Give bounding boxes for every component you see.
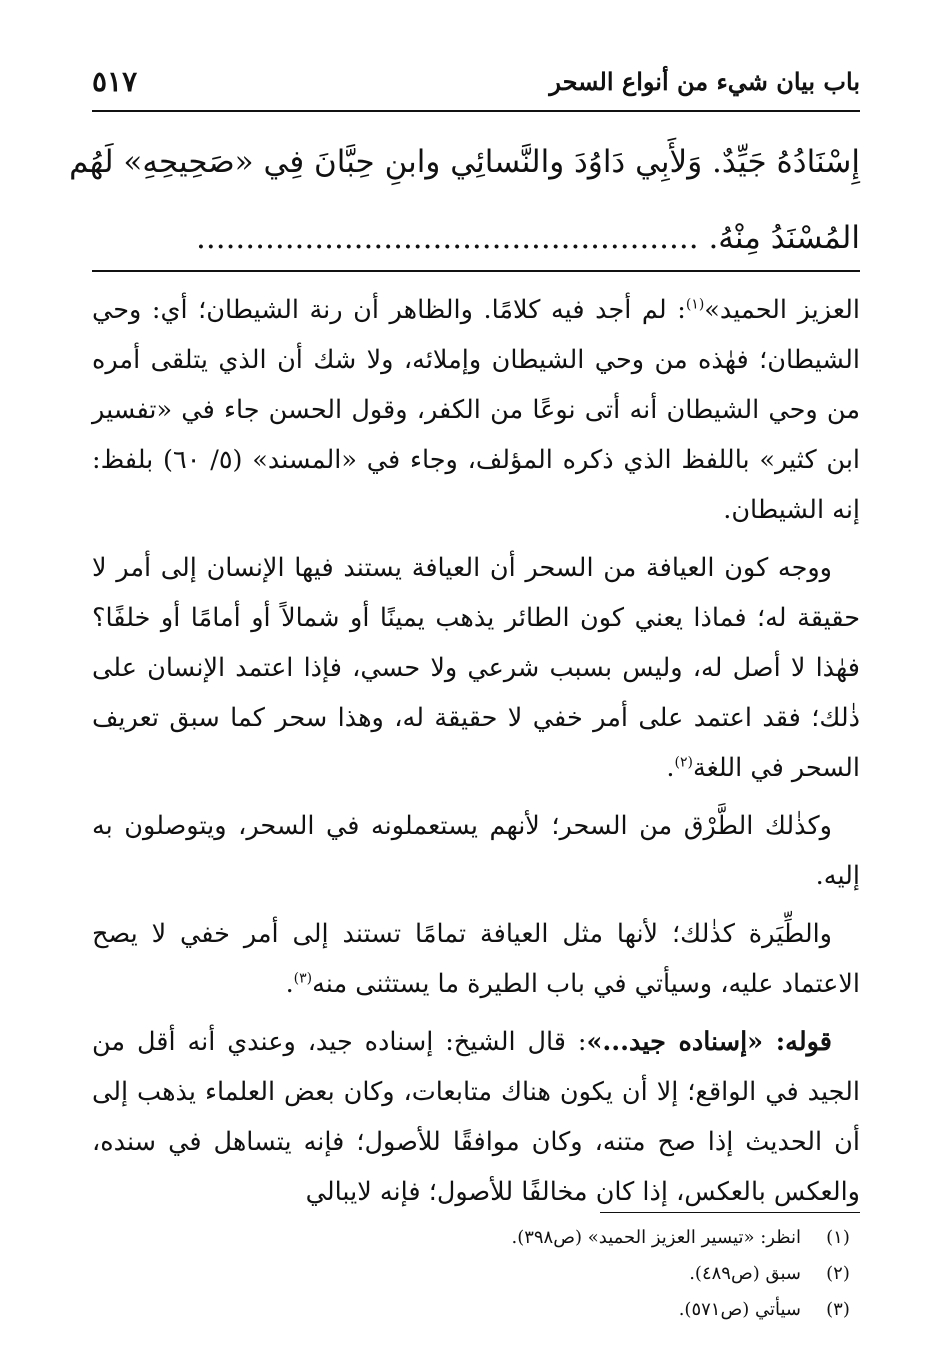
page-number: ٥١٧ xyxy=(92,64,138,98)
commentary-paragraph-4 xyxy=(92,909,860,1009)
commentary-paragraph-5 xyxy=(92,1017,860,1217)
header-rule xyxy=(92,110,860,112)
commentary-paragraph-2 xyxy=(92,543,860,793)
footnotes xyxy=(300,1220,855,1328)
p1-text-end: : لم أجد فيه كلامًا. والظاهر أن رنة الشيطان؛ أي: وحي الشيطان؛ فهٰذه من وحي الشيطان وإملائه، ولا شك أن الذي يتلقى أمره من وحي الشيطان أنه أتى نوعًا من الكفر، وقول الحسن جاء في «تفسير ابن كثير» باللفظ الذي ذكره المؤلف، وجاء في «المسند» (٥/ ٦٠) بلفظ: إنه الشيطان. xyxy=(92,295,860,525)
hadith-line-1: إِسْنَادُهُ جَيِّدٌ. وَلأَبِي دَاوُدَ والنَّسائِي وابنِ حِبَّانَ فِي «صَحِيحِهِ» لَهُم xyxy=(69,144,860,180)
footnote-number: (٢) xyxy=(826,1263,850,1284)
p4-text-end: . xyxy=(285,969,294,999)
commentary-paragraph-3: وكذٰلك الطَّرْق من السحر؛ لأنهم يستعملونه في السحر، ويتوصلون به إليه. xyxy=(92,811,860,891)
footnote-number: (١) xyxy=(826,1227,850,1248)
hadith-line-2-text: المُسْنَدُ مِنْهُ. xyxy=(708,220,860,256)
footnote-3 xyxy=(300,1292,855,1328)
p2-text-start: ووجه كون العيافة من السحر أن العيافة يستند فيها الإنسان إلى أمر لا حقيقة له؛ فماذا يعني كون الطائر يذهب يمينًا أو شمالاً أو أمامًا أو خلفًا؟ فهٰذا لا أصل له، وليس بسبب شرعي ولا حسي، فإذا اعتمد الإنسان على ذٰلك؛ فقد اعتمد على أمر خفي لا حقيقة له، وهذا سحر كما سبق تعريف السحر في اللغة xyxy=(92,553,860,783)
footnote-1 xyxy=(300,1220,855,1256)
p2-text-end: . xyxy=(666,753,675,783)
footnote-text: سيأتي (ص٥٧١). xyxy=(678,1299,801,1320)
commentary-body xyxy=(92,285,860,1225)
footnote-text: انظر: «تيسير العزيز الحميد» (ص٣٩٨). xyxy=(511,1227,801,1248)
footnote-ref-3: (٣) xyxy=(293,970,313,987)
footnote-2 xyxy=(300,1256,855,1292)
running-title: باب بيان شيء من أنواع السحر xyxy=(549,66,860,96)
p5-text: : قال الشيخ: إسناده جيد، وعندي أنه أقل من الجيد في الواقع؛ إلا أن يكون هناك متابعات، وكان بعض العلماء يذهب إلى أن الحديث إذا صح متنه، وكان موافقًا للأصول؛ فإنه يتساهل في سنده، والعكس بالعكس، إذا كان مخالفًا للأصول؛ فإنه لايبالي xyxy=(92,1027,860,1207)
hadith-line-2 xyxy=(92,200,860,276)
footnote-rule xyxy=(600,1212,860,1213)
quoted-lemma: قوله: «إسناده جيد...» xyxy=(586,1027,832,1057)
section-rule xyxy=(92,270,860,272)
dotted-leader: ................................................... xyxy=(196,220,699,256)
p1-text-start: العزيز الحميد» xyxy=(704,295,860,325)
page-header xyxy=(92,55,860,107)
footnote-ref-1: (١) xyxy=(685,296,705,313)
p4-text-start: والطِّيَرة كذٰلك؛ لأنها مثل العيافة تمامًا تستند إلى أمر خفي لا يصح الاعتماد عليه، وسيأتي في باب الطيرة ما يستثنى منه xyxy=(92,919,860,999)
hadith-text xyxy=(69,124,860,276)
footnote-number: (٣) xyxy=(826,1299,850,1320)
footnote-text: سبق (ص٤٨٩). xyxy=(689,1263,801,1284)
footnote-ref-2: (٢) xyxy=(674,754,693,771)
commentary-paragraph-1 xyxy=(92,285,860,535)
